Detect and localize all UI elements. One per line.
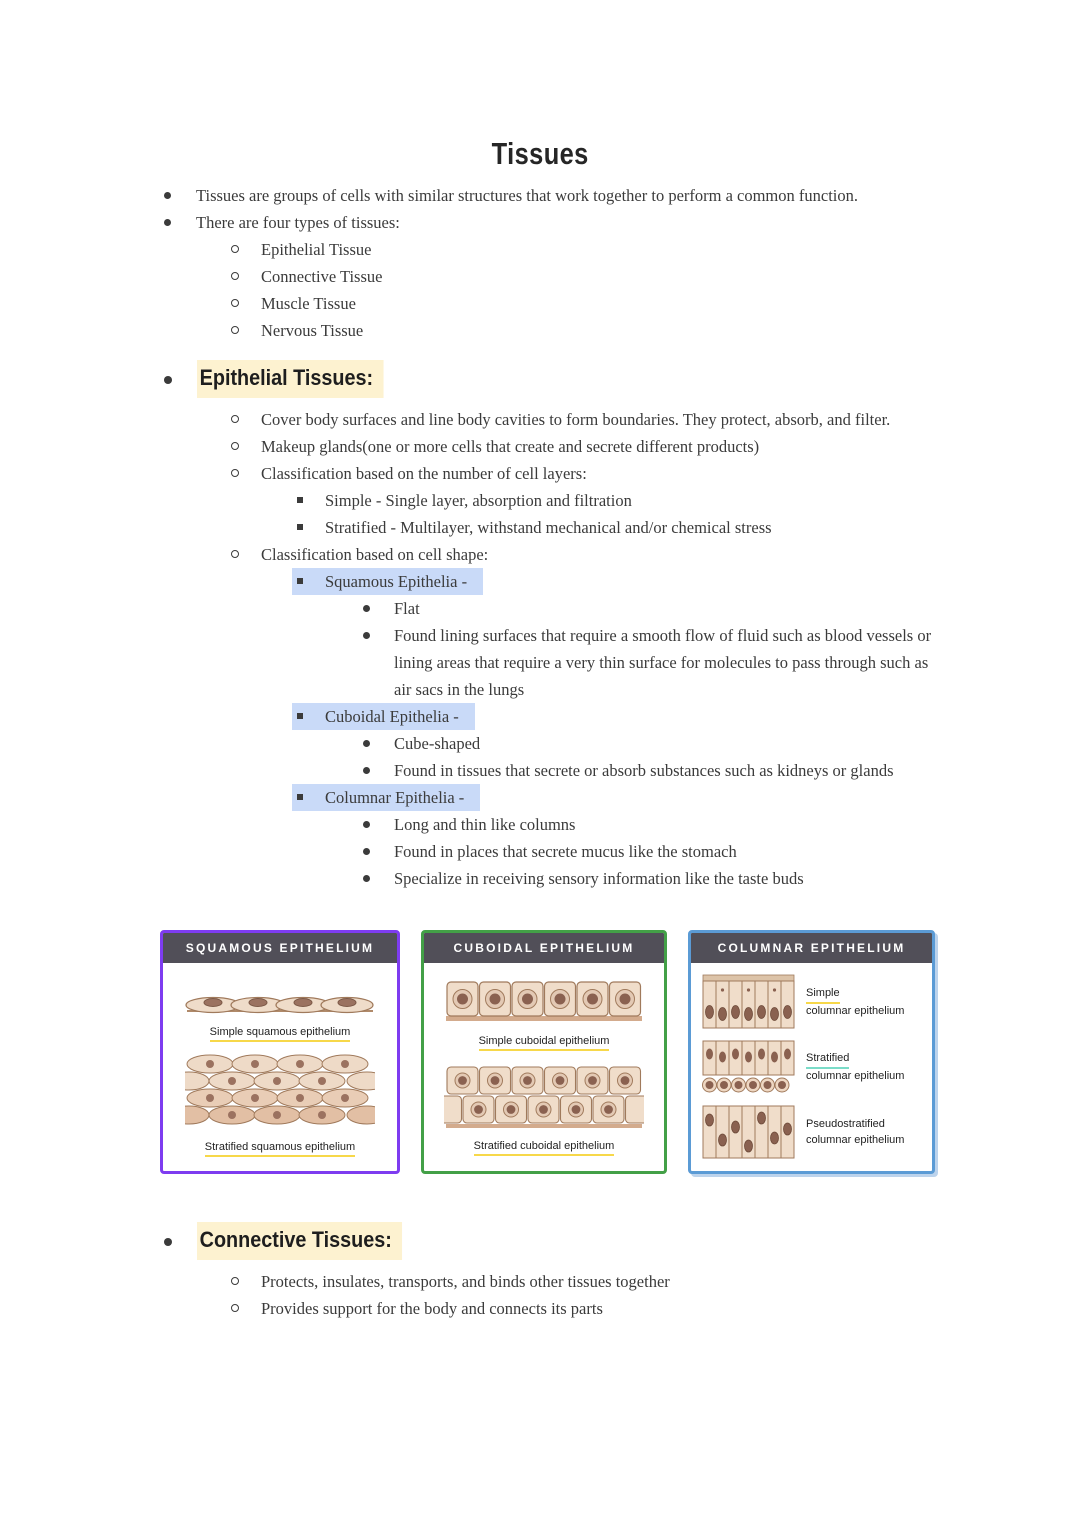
figure-header-cuboidal: CUBOIDAL EPITHELIUM (424, 933, 664, 963)
square-marker (297, 794, 303, 800)
figures-row (160, 930, 1080, 1174)
bullet-item (0, 182, 948, 209)
stratified-cuboidal-illustration (444, 1063, 644, 1129)
list-item-text: Found in tissues that secrete or absorb substances such as kidneys or glands (394, 761, 894, 780)
list-item (0, 730, 948, 757)
list-item (0, 460, 948, 487)
figure-caption (806, 1117, 904, 1148)
list-item (0, 1268, 948, 1295)
figure-caption-line2: columnar epithelium (806, 1133, 905, 1146)
circle-marker (231, 272, 239, 280)
figure-panel-squamous (160, 930, 400, 1174)
list-item (0, 865, 948, 892)
figure-caption (806, 1051, 904, 1084)
list-item (0, 406, 948, 433)
blue-highlight (292, 784, 480, 811)
figure-caption: Stratified squamous epithelium (205, 1141, 355, 1157)
section-heading-epithelial: Epithelial Tissues: (197, 360, 384, 398)
list-item-tissue-type (0, 317, 948, 344)
figure-caption: Simple cuboidal epithelium (479, 1035, 610, 1051)
figure-row-simple-columnar (701, 972, 922, 1032)
list-item-text: Makeup glands(one or more cells that create and secrete different products) (261, 437, 760, 456)
figure-body-columnar (691, 963, 932, 1171)
list-item-columnar-label (0, 784, 948, 811)
circle-marker (231, 245, 239, 253)
page-title: Tissues (491, 136, 589, 171)
figure-caption-line1: Pseudostratified (806, 1117, 885, 1130)
list-item-text: Cube-shaped (394, 734, 481, 753)
list-item-text: Protects, insulates, transports, and binds other tissues together (261, 1272, 670, 1291)
circle-marker (231, 415, 239, 423)
bullet-marker (164, 219, 171, 226)
figure-caption: Stratified cuboidal epithelium (474, 1140, 615, 1156)
list-item-text: Muscle Tissue (261, 294, 356, 313)
bullet-marker (164, 192, 171, 199)
figure-body-squamous (163, 963, 397, 1171)
pseudostratified-columnar-illustration (701, 1102, 796, 1162)
simple-cuboidal-illustration (444, 978, 644, 1024)
figure-header-squamous: SQUAMOUS EPITHELIUM (163, 933, 397, 963)
list-item (0, 433, 948, 460)
circle-marker (231, 550, 239, 558)
figure-panel-columnar (688, 930, 935, 1174)
list-item (0, 487, 948, 514)
list-item-text: Nervous Tissue (261, 321, 364, 340)
list-item-text: Specialize in receiving sensory information like the taste buds (394, 869, 804, 888)
list-item-text: Epithelial Tissue (261, 240, 372, 259)
bullet-text: There are four types of tissues: (196, 213, 400, 232)
simple-columnar-illustration (701, 972, 796, 1032)
list-item-text: Simple - Single layer, absorption and filtration (325, 491, 632, 510)
list-item-text: Squamous Epithelia - (325, 572, 468, 591)
document-body (0, 182, 1080, 892)
simple-squamous-illustration (185, 977, 375, 1017)
section-heading-connective: Connective Tissues: (197, 1222, 402, 1260)
list-item (0, 811, 948, 838)
figure-caption-line2: columnar epithelium (806, 1004, 905, 1017)
list-item (0, 1295, 948, 1322)
circle-marker (231, 299, 239, 307)
list-item-squamous-label (0, 568, 948, 595)
circle-marker (231, 1277, 239, 1285)
list-item (0, 838, 948, 865)
list-item-tissue-type (0, 236, 948, 263)
list-item (0, 757, 948, 784)
title-wrap (0, 0, 1080, 172)
square-marker (297, 497, 303, 503)
bullet-marker (363, 767, 370, 774)
list-item-text: Found lining surfaces that require a smooth flow of fluid such as blood vessels or lining areas that require a very thin surface for molecules to pass through such as air sacs in the lungs (394, 626, 932, 699)
circle-marker (231, 1304, 239, 1312)
stratified-squamous-illustration (185, 1052, 375, 1132)
bullet-marker (363, 632, 370, 639)
figure-header-columnar: COLUMNAR EPITHELIUM (691, 933, 932, 963)
bullet-marker (164, 376, 172, 384)
list-item-text: Stratified - Multilayer, withstand mechanical and/or chemical stress (325, 518, 772, 537)
bullet-item (0, 209, 948, 236)
bullet-marker (363, 740, 370, 747)
list-item (0, 622, 948, 703)
circle-marker (231, 442, 239, 450)
figure-row-stratified-columnar (701, 1037, 922, 1097)
square-marker (297, 524, 303, 530)
list-item-text: Cover body surfaces and line body cavities to form boundaries. They protect, absorb, and filter. (261, 410, 891, 429)
list-item-text: Connective Tissue (261, 267, 383, 286)
bullet-marker (363, 848, 370, 855)
list-item-tissue-type (0, 263, 948, 290)
list-item-text: Found in places that secrete mucus like the stomach (394, 842, 737, 861)
list-item (0, 541, 948, 568)
list-item-text: Classification based on cell shape: (261, 545, 489, 564)
list-item-tissue-type (0, 290, 948, 317)
section-connective-heading-row (0, 1222, 948, 1260)
section-epithelial-heading-row (0, 360, 948, 398)
list-item-text: Long and thin like columns (394, 815, 576, 834)
figure-panel-cuboidal (421, 930, 667, 1174)
list-item-text: Columnar Epithelia - (325, 788, 465, 807)
circle-marker (231, 469, 239, 477)
list-item-cuboidal-label (0, 703, 948, 730)
figure-caption-line1: Simple (806, 986, 840, 1004)
document-body-connective (0, 1222, 1080, 1322)
list-item (0, 514, 948, 541)
stratified-columnar-illustration (701, 1037, 796, 1097)
bullet-marker (363, 875, 370, 882)
bullet-text: Tissues are groups of cells with similar structures that work together to perform a common function. (196, 186, 859, 205)
figure-caption-line2: columnar epithelium (806, 1069, 905, 1082)
figure-caption-line1: Stratified (806, 1051, 849, 1069)
list-item-text: Cuboidal Epithelia - (325, 707, 459, 726)
figure-row-pseudostratified-columnar (701, 1102, 922, 1162)
figure-body-cuboidal (424, 963, 664, 1171)
bullet-marker (363, 605, 370, 612)
list-item (0, 595, 948, 622)
square-marker (297, 578, 303, 584)
bullet-marker (363, 821, 370, 828)
figure-caption: Simple squamous epithelium (210, 1026, 351, 1042)
list-item-text: Provides support for the body and connects its parts (261, 1299, 603, 1318)
bullet-marker (164, 1238, 172, 1246)
list-item-text: Classification based on the number of cell layers: (261, 464, 587, 483)
blue-highlight (292, 568, 483, 595)
figure-caption (806, 986, 904, 1019)
blue-highlight (292, 703, 475, 730)
circle-marker (231, 326, 239, 334)
list-item-text: Flat (394, 599, 420, 618)
square-marker (297, 713, 303, 719)
